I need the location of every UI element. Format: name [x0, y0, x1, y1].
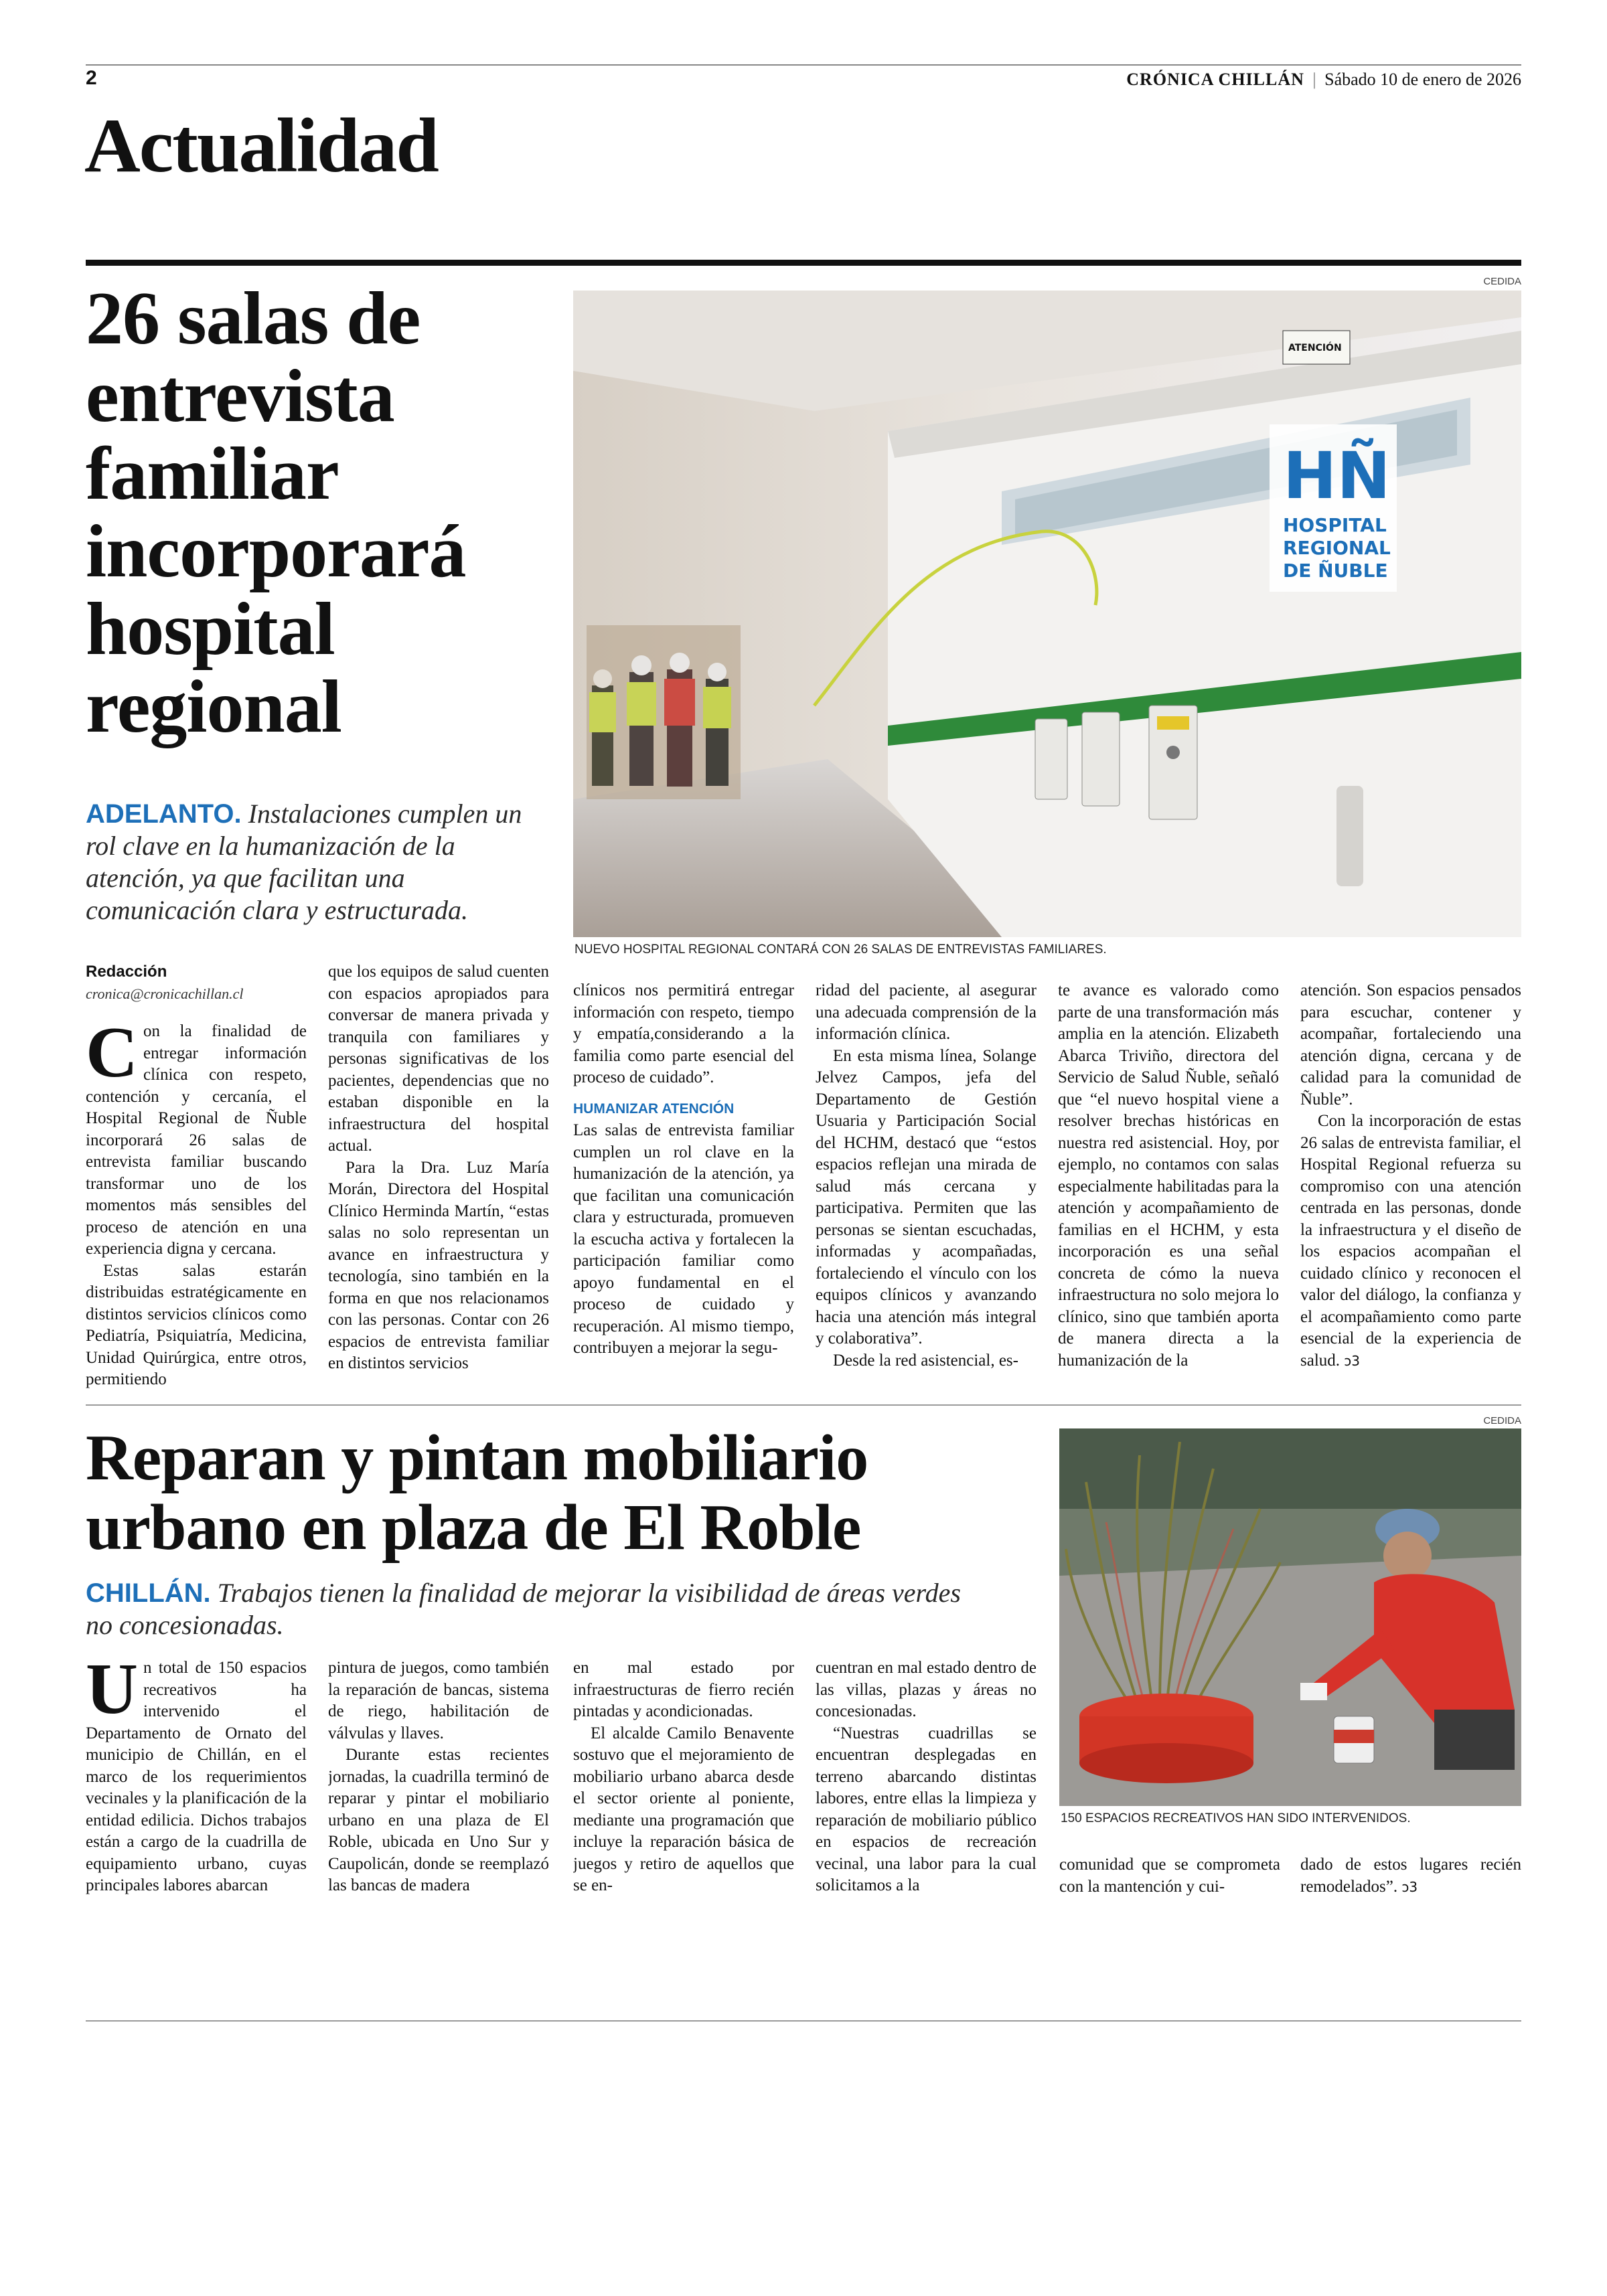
article1-col-1 [86, 961, 307, 1390]
article2-col-5 [1059, 1854, 1280, 1901]
article1-paragraph-7: Con la incorporación de estas 26 salas de entrevista familiar, el Hospital Regional refuerza su compromiso con una atención centrada en las personas, donde la infraestructura y el diseño de los espacios acompañan el cuidado clínico y reconocen el valor del diálogo, la confianza y el acompañamiento como parte esencial de la experiencia de salud. ↄ3 [1300, 1112, 1521, 1370]
article2-photo [1059, 1428, 1521, 1806]
article2-paragraph-3a: El alcalde Camilo Benavente sostuvo que el mejoramiento de mobiliario urbano abarca desde el sector oriente al poniente, mediante una programación que incluye la reparación básica de juegos y retiro de aquellos que se en- [573, 1724, 794, 1894]
sign-line-3: DE ÑUBLE [1283, 560, 1388, 582]
publication-name: CRÓNICA CHILLÁN [1126, 70, 1304, 89]
article1-paragraph-1: on la finalidad de entregar información clínica con respeto, contención y cercanía, el Hospital Regional de Ñuble incorporará 26 salas de entrevista familiar buscando transformar uno de los momentos más sensibles del proceso de atención en una experiencia digna y cercana. [86, 1022, 307, 1258]
worker-painting-image [1059, 1428, 1521, 1806]
article1-subhead: HUMANIZAR ATENCIÓN [573, 1100, 735, 1117]
article2-paragraph-1a: n total de 150 espacios recreativos ha intervenido el Departamento de Ornato del municipio de Chillán, en el marco de los requerimientos vecinales y la planificación de la entidad edilicia. Dichos trabajos están a cargo de la cuadrilla de equipamiento urbano, cuyas principales labores abarcan [86, 1659, 307, 1894]
article1-paragraph-3b: clínicos nos permitirá entregar información con respeto, tiempo y empatía,considerando a la familia como parte esencial del proceso de cuidado”. [573, 981, 794, 1086]
article1-col-3 [573, 980, 794, 1390]
masthead-separator: | [1312, 70, 1316, 89]
article2-dek [86, 1577, 983, 1641]
article2-end-mark: ↄ3 [1401, 1878, 1418, 1895]
byline-email: cronica@cronicachillan.cl [86, 985, 244, 1002]
masthead [1126, 70, 1521, 90]
article1-paragraph-2b: que los equipos de salud cuenten con espacios apropiados para conversar de manera privada y tranquila con familiares y personas significativas de los pacientes, dependencias que no estaban disponible en la infraestructura del hospital actual. [328, 963, 549, 1155]
article2-paragraph-1b: pintura de juegos, como también la reparación de bancas, sistema de riego, habilitación de válvulas y llaves. [328, 1659, 549, 1742]
article2-paragraph-4b: comunidad que se comprometa con la mantención y cui- [1059, 1856, 1280, 1896]
article2-paragraph-2a: Durante estas recientes jornadas, la cuadrilla terminó de reparar y pintar el mobiliario urbano en una plaza de El Roble, ubicada en Uno Sur y Caupolicán, donde se reemplazó las bancas de madera [328, 1746, 549, 1894]
article1-photo [573, 291, 1521, 937]
article2-paragraph-3b: cuentran en mal estado dentro de las villas, plazas y áreas no concesionadas. [816, 1659, 1037, 1720]
article2-paragraph-2b: en mal estado por infraestructuras de fierro recién pintadas y acondicionadas. [573, 1659, 794, 1720]
article1-paragraph-6b: te avance es valorado como parte de una transformación más amplia en la atención. Elizabeth Abarca Triviño, directora del Servicio de Salud Ñuble, señaló que “el nuevo hospital viene a resolver brechas históricas en nuestra red asistencial. Hoy, por ejemplo, no contamos con salas especialmente habilitadas para la atención y acompañamiento de familias en el HCHM, y esta incorporación es una señal concreta de cómo la nueva infraestructura no solo mejora lo clínico, sino que también aporta de manera directa a la humanización de la [1058, 981, 1279, 1370]
article1-dropcap: C [86, 1013, 138, 1092]
article1-paragraph-6c: atención. Son espacios pensados para escuchar, contener y acompañar, fortaleciendo una atención digna, cercana y de calidad para la comunidad de Ñuble”. [1300, 981, 1521, 1109]
article1-kicker: ADELANTO. [86, 799, 242, 829]
article1-caption: NUEVO HOSPITAL REGIONAL CONTARÁ CON 26 SALAS DE ENTREVISTAS FAMILIARES. [575, 942, 1107, 957]
article1-col-4 [816, 980, 1037, 1390]
article1-col-2 [328, 961, 549, 1390]
article2-dropcap: U [86, 1657, 138, 1729]
section-title: Actualidad [84, 103, 438, 189]
sign-warning: ATENCIÓN [1288, 343, 1342, 353]
sign-line-1: HOSPITAL [1283, 514, 1387, 536]
article1-paragraph-4a: Las salas de entrevista familiar cumplen un rol clave en la humanización de la atención, ya que facilitan una comunicación clara y estructurada, promueven la escucha activa y fortalecen la participación familiar como apoyo fundamental en el proceso de cuidado y recuperación. Al mismo tiempo, contribuyen a mejorar la segu- [573, 1121, 794, 1357]
hospital-logo-mark: HÑ [1283, 438, 1391, 513]
article-separator [86, 1404, 1521, 1406]
article2-col-1 [86, 1657, 307, 1898]
article1-paragraph-6a: Desde la red asistencial, es- [833, 1351, 1018, 1370]
article2-photo-credit: CEDIDA [1483, 1415, 1521, 1426]
article1-photo-credit: CEDIDA [1483, 276, 1521, 287]
bottom-rule [86, 2020, 1521, 2022]
article1-paragraph-2a: Estas salas estarán distribuidas estratégicamente en distintos servicios clínicos como Pediatría, Psiquiatría, Medicina, Unidad Quirúrgica, entre otros, permitiendo [86, 1261, 307, 1388]
byline: Redacción [86, 963, 167, 981]
page-number: 2 [86, 67, 97, 89]
article1-dek-text: Instalaciones cumplen un rol clave en la humanización de la atención, ya que facilitan una comunicación clara y estructurada. [86, 799, 522, 925]
article2-headline: Reparan y pintan mobiliario urbano en plaza de El Roble [86, 1422, 868, 1564]
article2-col-3 [573, 1657, 794, 1898]
publication-date: Sábado 10 de enero de 2026 [1324, 70, 1521, 89]
article2-paragraph-4c: dado de estos lugares recién remodelados”. ↄ3 [1300, 1856, 1521, 1896]
article1-col-6 [1300, 980, 1521, 1390]
article2-col-6 [1300, 1854, 1521, 1901]
article2-paragraph-4a: “Nuestras cuadrillas se encuentran desplegadas en terreno abarcando distintas labores, entre ellas la limpieza y reparación de mobiliario público en espacios de recreación vecinal, una labor para la cual solicitamos a la [816, 1724, 1037, 1894]
top-rule [86, 64, 1521, 66]
article1-paragraph-5: En esta misma línea, Solange Jelvez Campos, jefa del Departamento de Gestión Usuaria y Participación Social del HCHM, destacó que “estos espacios reflejan una mirada de salud más cercana y participativa. Permiten que las personas se sientan escuchadas, informadas y acompañadas, fortaleciendo el vínculo con los equipos clínicos y avanzando hacia una atención más integral y colaborativa”. [816, 1046, 1037, 1347]
hospital-corridor-image [573, 291, 1521, 937]
article1-paragraph-3a: Para la Dra. Luz María Morán, Directora del Hospital Clínico Herminda Martín, “estas salas no solo representan un avance en infraestructura y tecnología, sino también en la forma en que nos relacionamos con las personas. Contar con 26 espacios de entrevista familiar en distintos servicios [328, 1158, 549, 1372]
article2-col-4 [816, 1657, 1037, 1898]
article2-col-2 [328, 1657, 549, 1898]
article1-paragraph-4b: ridad del paciente, al asegurar una adecuada comprensión de la información clínica. [816, 981, 1037, 1043]
sign-line-2: REGIONAL [1283, 537, 1391, 559]
article2-dek-text: Trabajos tienen la finalidad de mejorar la visibilidad de áreas verdes no concesionadas. [86, 1578, 961, 1640]
article2-caption: 150 ESPACIOS RECREATIVOS HAN SIDO INTERVENIDOS. [1061, 1811, 1411, 1825]
article2-kicker: CHILLÁN. [86, 1578, 211, 1608]
article1-col-5 [1058, 980, 1279, 1390]
article1-dek [86, 798, 534, 926]
article1-end-mark: ↄ3 [1344, 1352, 1360, 1369]
section-rule [86, 260, 1521, 266]
article1-headline: 26 salas de entrevista familiar incorporará hospital regional [86, 277, 466, 748]
